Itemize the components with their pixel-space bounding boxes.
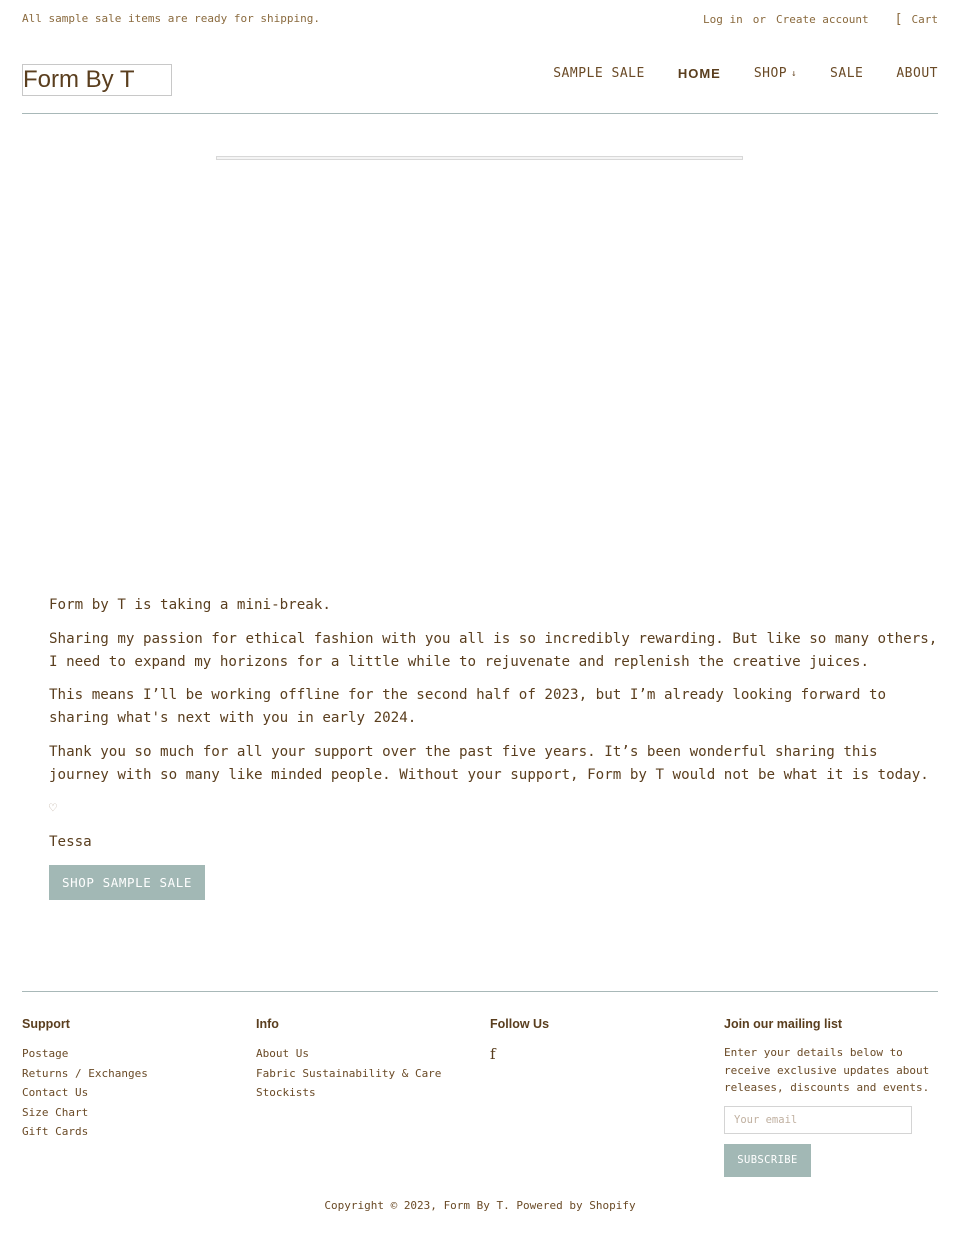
announcement-text: All sample sale items are ready for shipping. <box>22 12 321 25</box>
copyright-dot: . <box>503 1199 510 1212</box>
footer-divider <box>22 991 938 992</box>
mailing-description: Enter your details below to receive exclusive updates about releases, discounts and events. <box>724 1046 930 1094</box>
message-paragraph: Sharing my passion for ethical fashion with you all is so incredibly rewarding. But like so many others, I need to expand my horizons for a little while to rejuvenate and replenish the creative juices. <box>49 630 938 670</box>
or-text: or <box>752 13 766 26</box>
footer-link-stockists[interactable]: Stockists <box>256 1086 316 1099</box>
powered-by-link[interactable]: Powered by Shopify <box>516 1199 636 1212</box>
nav-item-sample-sale[interactable]: SAMPLE SALE <box>553 66 645 81</box>
signature: Tessa <box>49 833 92 850</box>
footer-support-column <box>22 1016 232 1142</box>
cart-icon[interactable]: [ <box>894 12 903 27</box>
footer-follow-column <box>490 1016 700 1063</box>
footer-link-contact[interactable]: Contact Us <box>22 1086 89 1099</box>
hero-slideshow-placeholder <box>216 156 743 160</box>
shop-sample-sale-button[interactable]: SHOP SAMPLE SALE <box>49 865 205 900</box>
main-nav <box>520 66 938 81</box>
footer-link-fabric-care[interactable]: Fabric Sustainability & Care <box>256 1066 442 1080</box>
footer-follow-heading: Follow Us <box>490 1017 550 1031</box>
message-paragraph: Thank you so much for all your support over the past five years. It’s been wonderful sharing this journey with so many like minded people. Without your support, Form by T would not be what it is today. <box>49 743 929 783</box>
heart-icon: ♡ <box>49 801 57 816</box>
create-account-link[interactable]: Create account <box>775 13 869 26</box>
footer-info-links <box>256 1044 466 1103</box>
footer-link-about-us[interactable]: About Us <box>256 1047 309 1060</box>
site-logo[interactable]: Form By T <box>22 64 172 96</box>
footer-info-heading: Info <box>256 1017 279 1031</box>
copyright-brand-link[interactable]: Form By T <box>443 1199 504 1212</box>
footer-link-postage[interactable]: Postage <box>22 1047 69 1060</box>
subscribe-button[interactable]: SUBSCRIBE <box>724 1144 811 1177</box>
break-announcement <box>49 594 939 864</box>
nav-item-shop-label: SHOP <box>753 66 788 81</box>
facebook-icon[interactable]: f <box>490 1045 496 1063</box>
footer-mailing-heading: Join our mailing list <box>724 1017 843 1031</box>
login-link[interactable]: Log in <box>702 13 743 26</box>
footer-link-returns[interactable]: Returns / Exchanges <box>22 1066 148 1080</box>
chevron-down-icon: ↓ <box>791 69 798 79</box>
announcement-bar <box>22 10 938 28</box>
cart-link[interactable]: Cart <box>911 13 938 26</box>
email-input[interactable] <box>724 1106 912 1134</box>
account-links <box>703 12 938 27</box>
nav-item-sale[interactable]: SALE <box>830 66 864 81</box>
copyright <box>0 1199 960 1212</box>
footer-support-links <box>22 1044 232 1142</box>
footer-link-gift-cards[interactable]: Gift Cards <box>22 1125 89 1138</box>
header-divider <box>22 113 938 114</box>
message-paragraph: This means I’ll be working offline for the second half of 2023, but I’m already looking forward to sharing what's next with you in early 2024. <box>49 687 887 726</box>
footer-info-column <box>256 1016 466 1103</box>
footer-link-size-chart[interactable]: Size Chart <box>22 1105 89 1119</box>
nav-item-shop[interactable] <box>754 66 797 81</box>
message-heading: Form by T is taking a mini-break. <box>49 597 331 613</box>
copyright-prefix: Copyright © 2023, <box>324 1199 437 1212</box>
footer-mailing-column <box>724 1016 938 1177</box>
nav-item-home[interactable]: HOME <box>677 66 721 81</box>
footer-support-heading: Support <box>22 1017 70 1031</box>
nav-item-about[interactable]: ABOUT <box>896 66 938 81</box>
